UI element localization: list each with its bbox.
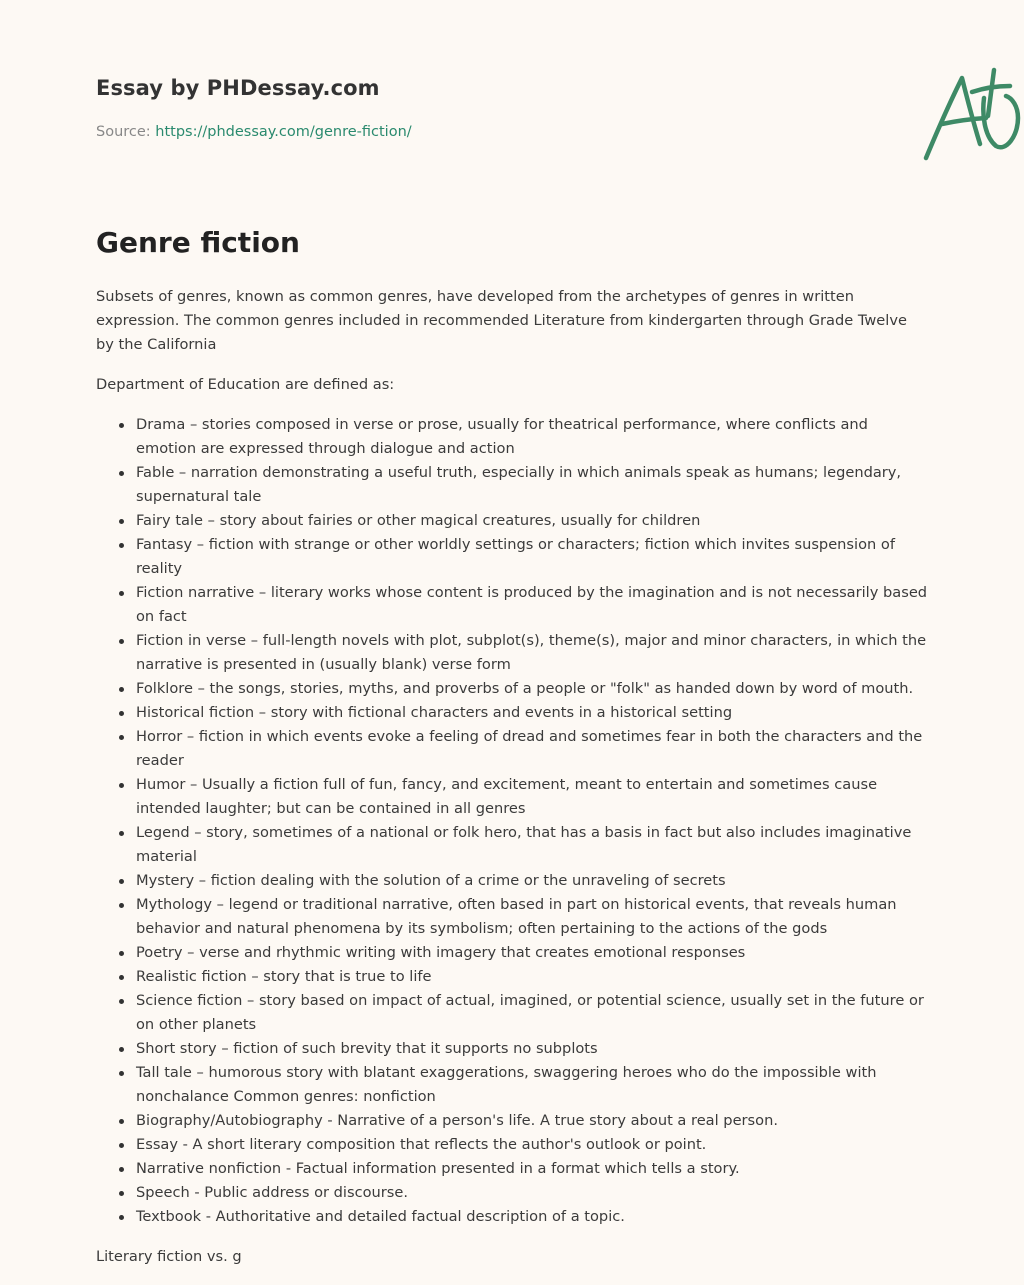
source-label: Source:	[96, 124, 151, 140]
list-item: Legend – story, sometimes of a national or folk hero, that has a basis in fact but also includes imaginative material	[136, 821, 928, 869]
source-link[interactable]: https://phdessay.com/genre-fiction/	[155, 124, 412, 140]
list-item: Mystery – fiction dealing with the solution of a crime or the unraveling of secrets	[136, 869, 928, 893]
list-item: Drama – stories composed in verse or prose, usually for theatrical performance, where conflicts and emotion are expressed through dialogue and action	[136, 413, 928, 461]
list-item: Biography/Autobiography - Narrative of a person's life. A true story about a real person.	[136, 1109, 928, 1133]
list-item: Poetry – verse and rhythmic writing with imagery that creates emotional responses	[136, 941, 928, 965]
intro-paragraph-2: Department of Education are defined as:	[96, 376, 395, 393]
genre-list	[96, 413, 928, 1229]
list-item: Textbook - Authoritative and detailed factual description of a topic.	[136, 1205, 928, 1229]
trailing-text: Literary fiction vs. g	[96, 1248, 242, 1265]
a-plus-logo	[922, 66, 1024, 164]
list-item: Speech - Public address or discourse.	[136, 1181, 928, 1205]
site-title: Essay by PHDessay.com	[96, 76, 380, 100]
list-item: Mythology – legend or traditional narrative, often based in part on historical events, that reveals human behavior and natural phenomena by its symbolism; often pertaining to the actions of the gods	[136, 893, 928, 941]
list-item: Realistic fiction – story that is true to life	[136, 965, 928, 989]
list-item: Short story – fiction of such brevity that it supports no subplots	[136, 1037, 928, 1061]
list-item: Narrative nonfiction - Factual information presented in a format which tells a story.	[136, 1157, 928, 1181]
essay-title: Genre fiction	[96, 226, 300, 259]
list-item: Fantasy – fiction with strange or other worldly settings or characters; fiction which invites suspension of reality	[136, 533, 928, 581]
list-item: Science fiction – story based on impact of actual, imagined, or potential science, usually set in the future or on other planets	[136, 989, 928, 1037]
list-item: Horror – fiction in which events evoke a feeling of dread and sometimes fear in both the characters and the reader	[136, 725, 928, 773]
intro-paragraph: Subsets of genres, known as common genres, have developed from the archetypes of genres in written expression. The common genres included in recommended Literature from kindergarten through Grade Twelve by the California	[96, 288, 907, 353]
list-item: Fiction narrative – literary works whose content is produced by the imagination and is not necessarily based on fact	[136, 581, 928, 629]
list-item: Fairy tale – story about fairies or other magical creatures, usually for children	[136, 509, 928, 533]
list-item: Historical fiction – story with fictional characters and events in a historical setting	[136, 701, 928, 725]
list-item: Humor – Usually a fiction full of fun, fancy, and excitement, meant to entertain and sometimes cause intended laughter; but can be contained in all genres	[136, 773, 928, 821]
list-item: Essay - A short literary composition that reflects the author's outlook or point.	[136, 1133, 928, 1157]
list-item: Fiction in verse – full-length novels with plot, subplot(s), theme(s), major and minor characters, in which the narrative is presented in (usually blank) verse form	[136, 629, 928, 677]
source-line	[96, 124, 412, 140]
essay-body	[96, 285, 928, 1285]
list-item: Tall tale – humorous story with blatant exaggerations, swaggering heroes who do the impossible with nonchalance Common genres: nonfiction	[136, 1061, 928, 1109]
list-item: Folklore – the songs, stories, myths, and proverbs of a people or "folk" as handed down by word of mouth.	[136, 677, 928, 701]
list-item: Fable – narration demonstrating a useful truth, especially in which animals speak as humans; legendary, supernatural tale	[136, 461, 928, 509]
